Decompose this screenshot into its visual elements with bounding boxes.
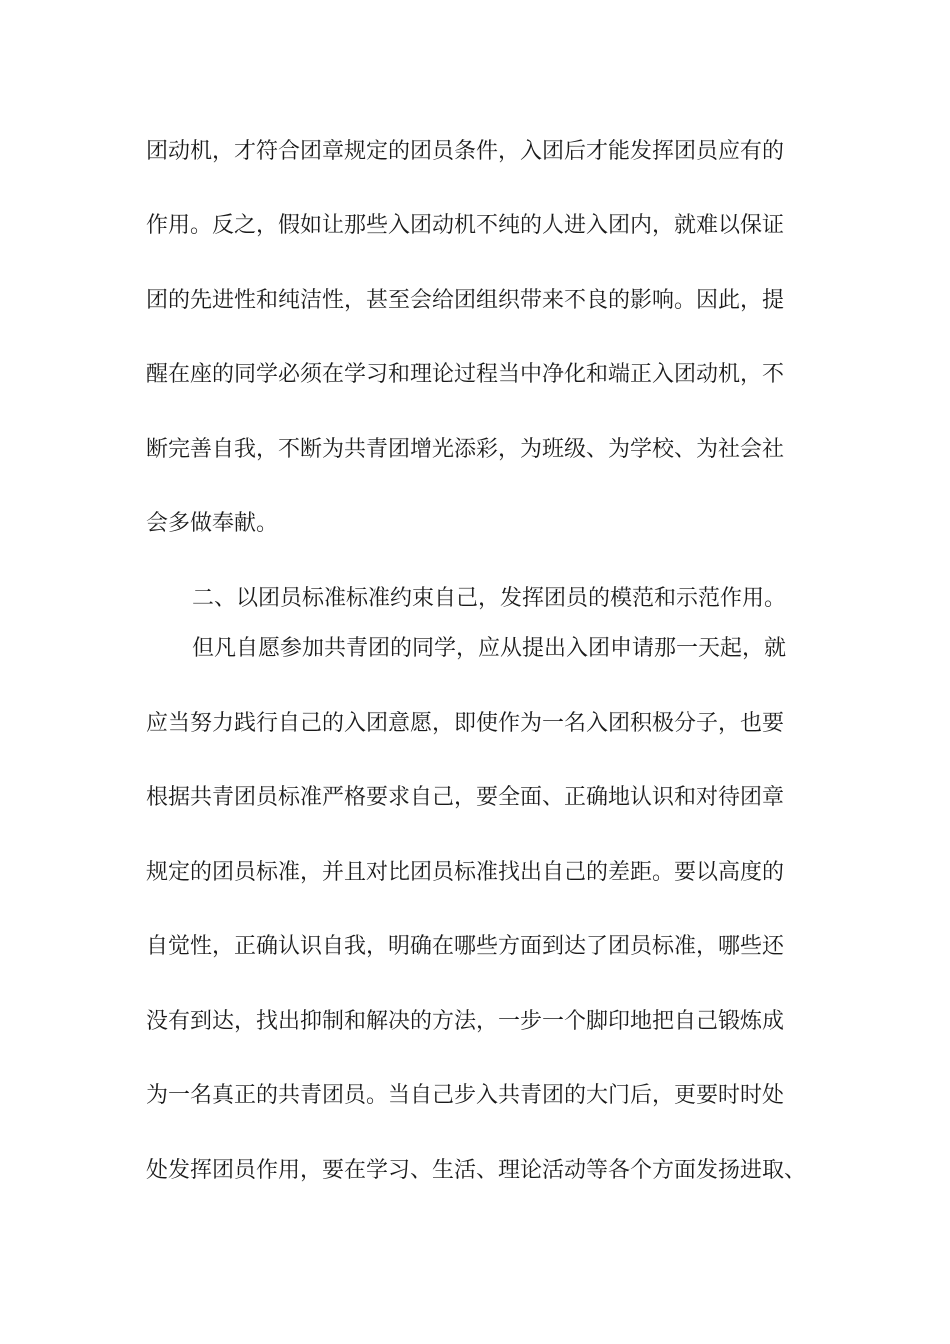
paragraph-line: 应当努力践行自己的入团意愿，即使作为一名入团积极分子，也要: [146, 711, 785, 736]
paragraph-line: 自觉性，正确认识自我，明确在哪些方面到达了团员标准，哪些还: [146, 934, 785, 959]
paragraph-line: 处发挥团员作用，要在学习、生活、理论活动等各个方面发扬进取、: [146, 1158, 807, 1183]
paragraph-line: 醒在座的同学必须在学习和理论过程当中净化和端正入团动机，不: [146, 362, 785, 387]
paragraph-line: 但凡自愿参加共青团的同学，应从提出入团申请那一天起，就: [192, 636, 787, 661]
paragraph-line: 会多做奉献。: [146, 511, 279, 536]
paragraph-line: 团的先进性和纯洁性，甚至会给团组织带来不良的影响。因此，提: [146, 288, 785, 313]
paragraph-line: 规定的团员标准，并且对比团员标准找出自己的差距。要以高度的: [146, 860, 785, 885]
paragraph-line: 作用。反之，假如让那些入团动机不纯的人进入团内，就难以保证: [146, 213, 785, 238]
paragraph-line: 没有到达，找出抑制和解决的方法，一步一个脚印地把自己锻炼成: [146, 1009, 785, 1034]
paragraph-line: 为一名真正的共青团员。当自己步入共青团的大门后，更要时时处: [146, 1083, 785, 1108]
paragraph-line: 根据共青团员标准严格要求自己，要全面、正确地认识和对待团章: [146, 785, 785, 810]
section-heading: 二、以团员标准标准约束自己，发挥团员的模范和示范作用。: [192, 586, 787, 611]
paragraph-line: 团动机，才符合团章规定的团员条件，入团后才能发挥团员应有的: [146, 139, 785, 164]
paragraph-line: 断完善自我，不断为共青团增光添彩，为班级、为学校、为社会社: [146, 437, 785, 462]
